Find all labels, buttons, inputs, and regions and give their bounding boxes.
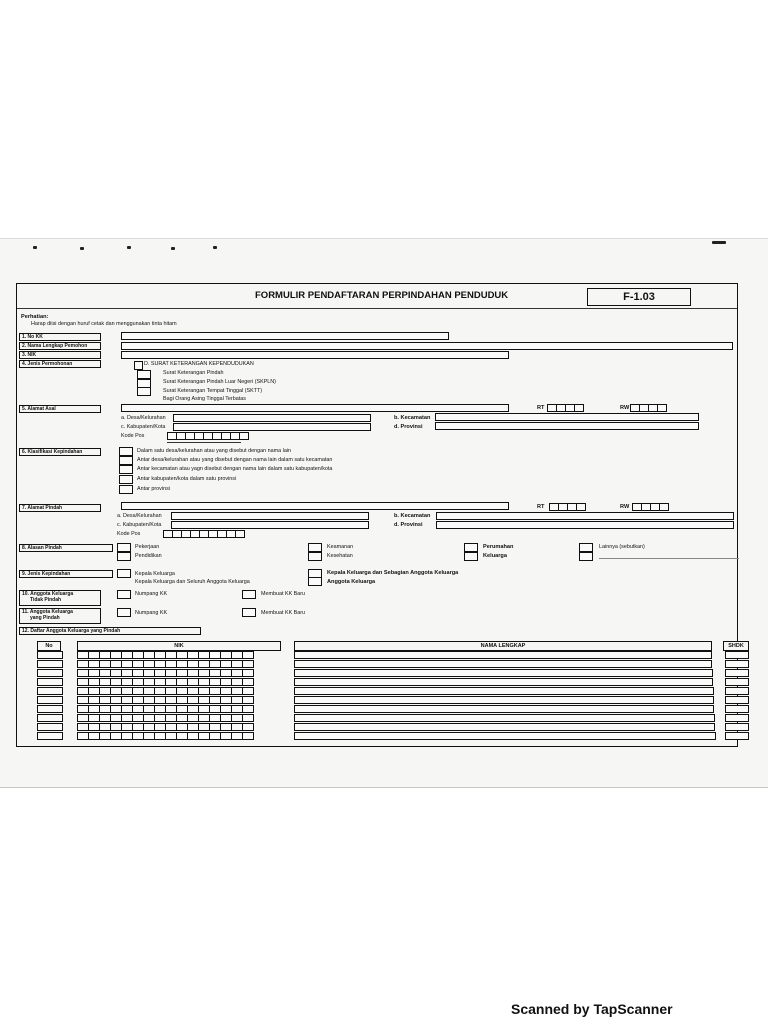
kk-baru-11-checkbox[interactable] <box>242 608 256 617</box>
desa-pindah-field[interactable] <box>171 512 369 520</box>
numpang-kk-label: Numpang KK <box>135 591 168 597</box>
desa-label: a. Desa/Kelurahan <box>117 513 162 519</box>
alasan-lainnya-checkbox[interactable] <box>579 552 593 561</box>
member-nik-boxes[interactable] <box>77 696 253 704</box>
klasifikasi-checkbox[interactable] <box>119 456 133 465</box>
member-shdk-cell[interactable] <box>725 696 749 704</box>
numpang-kk-label: Numpang KK <box>135 610 168 616</box>
kecamatan-pindah-field[interactable] <box>436 512 734 520</box>
alamat-pindah-field[interactable] <box>121 502 509 510</box>
rw-boxes[interactable] <box>630 404 666 411</box>
member-no-cell[interactable] <box>37 651 63 659</box>
no-kk-field[interactable] <box>121 332 449 340</box>
kk-baru-label: Membuat KK Baru <box>261 610 306 616</box>
col-no-header: No <box>37 641 61 651</box>
member-no-cell[interactable] <box>37 660 63 668</box>
permohonan-option: Surat Keterangan Pindah <box>163 370 224 376</box>
kk-baru-10-checkbox[interactable] <box>242 590 256 599</box>
alamat-asal-field[interactable] <box>121 404 509 412</box>
alasan-option: Keamanan <box>327 544 354 550</box>
form-code: F-1.03 <box>587 288 691 306</box>
alasan-kesehatan-checkbox[interactable] <box>308 552 322 561</box>
scan-mark <box>127 246 131 249</box>
scan-mark <box>171 247 175 250</box>
rt-boxes[interactable] <box>549 503 585 510</box>
alasan-pekerjaan-checkbox[interactable] <box>117 543 131 552</box>
jenis-option: Kepala Keluarga <box>135 571 175 577</box>
kecamatan-label: b. Kecamatan <box>394 415 431 421</box>
scan-mark <box>712 241 726 244</box>
notice-text: Harap diisi dengan huruf cetak dan menggunakan tinta hitam <box>31 321 177 327</box>
kecamatan-asal-field[interactable] <box>435 413 699 421</box>
alasan-keluarga-checkbox[interactable] <box>464 552 478 561</box>
rt-boxes[interactable] <box>547 404 583 411</box>
member-shdk-cell[interactable] <box>725 687 749 695</box>
scanner-watermark: Scanned by TapScanner <box>511 1001 673 1017</box>
label-klasifikasi: 6. Klasifikasi Kepindahan <box>19 448 101 456</box>
kabupaten-asal-field[interactable] <box>173 423 371 431</box>
kode-pos-asal-boxes[interactable] <box>167 432 248 439</box>
member-no-cell[interactable] <box>37 687 63 695</box>
jenis-option: Anggota Keluarga <box>327 579 376 585</box>
klasifikasi-option: Antar provinsi <box>137 486 170 492</box>
provinsi-asal-field[interactable] <box>435 422 699 430</box>
label-alamat-pindah: 7. Alamat Pindah <box>19 504 101 512</box>
member-nik-boxes[interactable] <box>77 705 253 713</box>
member-no-cell[interactable] <box>37 669 63 677</box>
col-shdk-header: SHDK <box>723 641 749 651</box>
rt-label: RT <box>537 504 545 510</box>
alasan-option: Keluarga <box>483 553 507 559</box>
klasifikasi-option: Antar kabupaten/kota dalam satu provinsi <box>137 476 237 482</box>
scan-mark <box>80 247 84 250</box>
rw-label: RW <box>620 504 630 510</box>
kabupaten-label: c. Kabupaten/Kota <box>117 522 162 528</box>
alasan-perumahan-checkbox[interactable] <box>464 543 478 552</box>
member-no-cell[interactable] <box>37 723 63 731</box>
desa-label: a. Desa/Kelurahan <box>121 415 166 421</box>
permohonan-checkbox[interactable] <box>137 370 151 379</box>
member-shdk-cell[interactable] <box>725 732 749 740</box>
klasifikasi-checkbox[interactable] <box>119 475 133 484</box>
member-shdk-cell[interactable] <box>725 669 749 677</box>
member-shdk-cell[interactable] <box>725 678 749 686</box>
jenis-option: Kepala Keluarga dan Sebagian Anggota Keluarga <box>327 570 459 576</box>
member-nik-boxes[interactable] <box>77 651 253 659</box>
klasifikasi-option: Antar desa/kelurahan atau yang disebut dengan nama lain dalam satu kecamatan <box>137 457 333 463</box>
member-nik-boxes[interactable] <box>77 669 253 677</box>
col-nik-header: NIK <box>77 641 281 651</box>
alasan-option: Perumahan <box>483 544 514 550</box>
label-alamat-asal: 5. Alamat Asal <box>19 405 101 413</box>
member-shdk-cell[interactable] <box>725 651 749 659</box>
member-shdk-cell[interactable] <box>725 705 749 713</box>
rw-label: RW <box>620 405 630 411</box>
permohonan-option: Bagi Orang Asing Tinggal Terbatas <box>163 396 246 402</box>
scan-mark <box>33 246 37 249</box>
member-nik-boxes[interactable] <box>77 723 253 731</box>
member-nama-field[interactable] <box>294 696 714 704</box>
rt-label: RT <box>537 405 545 411</box>
notice-title: Perhatian: <box>21 314 49 320</box>
form-frame <box>16 283 744 747</box>
member-nik-boxes[interactable] <box>77 678 253 686</box>
member-shdk-cell[interactable] <box>725 714 749 722</box>
klasifikasi-checkbox[interactable] <box>119 485 133 494</box>
label-yang-pindah-line2: yang Pindah <box>30 615 60 621</box>
member-shdk-cell[interactable] <box>725 660 749 668</box>
klasifikasi-checkbox[interactable] <box>119 447 133 456</box>
label-jenis-permohonan: 4. Jenis Permohonan <box>19 360 101 368</box>
label-yang-pindah-line1: 11. Anggota Keluarga <box>22 609 73 615</box>
permohonan-checkbox[interactable] <box>137 387 151 396</box>
form-sheet <box>0 238 768 788</box>
permohonan-option: Surat Keterangan Tempat Tinggal (SKTT) <box>163 388 263 394</box>
rw-boxes[interactable] <box>632 503 668 510</box>
member-nama-field[interactable] <box>294 723 715 731</box>
alasan-lainnya-checkbox[interactable] <box>579 543 593 552</box>
member-nama-field[interactable] <box>294 732 716 740</box>
permohonan-header: D. SURAT KETERANGAN KEPENDUDUKAN <box>144 361 254 367</box>
member-nama-field[interactable] <box>294 669 713 677</box>
kode-pos-label: Kode Pos <box>121 433 145 439</box>
klasifikasi-option: Dalam satu desa/kelurahan atau yang disebut dengan nama lain <box>137 448 292 454</box>
kode-pos-pindah-boxes[interactable] <box>163 530 244 537</box>
alasan-keamanan-checkbox[interactable] <box>308 543 322 552</box>
member-nama-field[interactable] <box>294 660 712 668</box>
member-nik-boxes[interactable] <box>77 732 253 740</box>
jenis-option: Kepala Keluarga dan Seluruh Anggota Keluarga <box>135 579 250 585</box>
member-nik-boxes[interactable] <box>77 660 253 668</box>
divider <box>17 308 737 309</box>
label-yang-pindah <box>19 608 101 624</box>
member-nama-field[interactable] <box>294 687 714 695</box>
member-nama-field[interactable] <box>294 651 712 659</box>
member-no-cell[interactable] <box>37 714 63 722</box>
label-nama-pemohon: 2. Nama Lengkap Pemohon <box>19 342 101 350</box>
label-tidak-pindah-line2: Tidak Pindah <box>30 597 62 603</box>
col-nama-header: NAMA LENGKAP <box>294 641 712 651</box>
provinsi-label: d. Provinsi <box>394 424 423 430</box>
provinsi-pindah-field[interactable] <box>436 521 734 529</box>
member-nik-boxes[interactable] <box>77 687 253 695</box>
alasan-pendidikan-checkbox[interactable] <box>117 552 131 561</box>
member-no-cell[interactable] <box>37 696 63 704</box>
kode-pos-label: Kode Pos <box>117 531 141 537</box>
label-nik: 3. NIK <box>19 351 101 359</box>
permohonan-option: Surat Keterangan Pindah Luar Negeri (SKPLN) <box>163 379 276 385</box>
member-shdk-cell[interactable] <box>725 723 749 731</box>
member-nama-field[interactable] <box>294 705 714 713</box>
provinsi-label: d. Provinsi <box>394 522 423 528</box>
form-title: FORMULIR PENDAFTARAN PERPINDAHAN PENDUDUK <box>255 290 509 301</box>
divider <box>599 558 739 559</box>
divider <box>167 442 241 443</box>
kecamatan-label: b. Kecamatan <box>394 513 431 519</box>
kabupaten-pindah-field[interactable] <box>171 521 369 529</box>
alasan-option: Pekerjaan <box>135 544 160 550</box>
alasan-option: Lainnya (sebutkan) <box>599 544 645 550</box>
jenis-checkbox[interactable] <box>308 577 322 586</box>
nik-field[interactable] <box>121 351 509 359</box>
member-no-cell[interactable] <box>37 732 63 740</box>
klasifikasi-option: Antar kecamatan atau yagn disebut dengan nama lain dalam satu kabupaten/kota <box>137 466 333 472</box>
numpang-kk-11-checkbox[interactable] <box>117 608 131 617</box>
nama-pemohon-field[interactable] <box>121 342 733 350</box>
numpang-kk-10-checkbox[interactable] <box>117 590 131 599</box>
kabupaten-label: c. Kabupaten/Kota <box>121 424 166 430</box>
label-tidak-pindah <box>19 590 101 606</box>
member-nama-field[interactable] <box>294 714 715 722</box>
member-no-cell[interactable] <box>37 705 63 713</box>
label-tidak-pindah-line1: 10. Anggota Keluarga <box>22 591 74 597</box>
permohonan-d-checkbox[interactable] <box>134 361 143 370</box>
alasan-option: Pendidikan <box>135 553 162 559</box>
scan-mark <box>213 246 217 249</box>
member-nik-boxes[interactable] <box>77 714 253 722</box>
label-jenis-kepindahan: 9. Jenis Kepindahan <box>19 570 113 578</box>
desa-asal-field[interactable] <box>173 414 371 422</box>
member-no-cell[interactable] <box>37 678 63 686</box>
kk-baru-label: Membuat KK Baru <box>261 591 306 597</box>
label-alasan: 8. Alasan Pindah <box>19 544 113 552</box>
klasifikasi-checkbox[interactable] <box>119 465 133 474</box>
label-daftar: 12. Daftar Anggota Keluarga yang Pindah <box>19 627 201 635</box>
alasan-option: Kesehatan <box>327 553 353 559</box>
label-no-kk: 1. No KK <box>19 333 101 341</box>
member-nama-field[interactable] <box>294 678 713 686</box>
jenis-checkbox[interactable] <box>117 569 131 578</box>
